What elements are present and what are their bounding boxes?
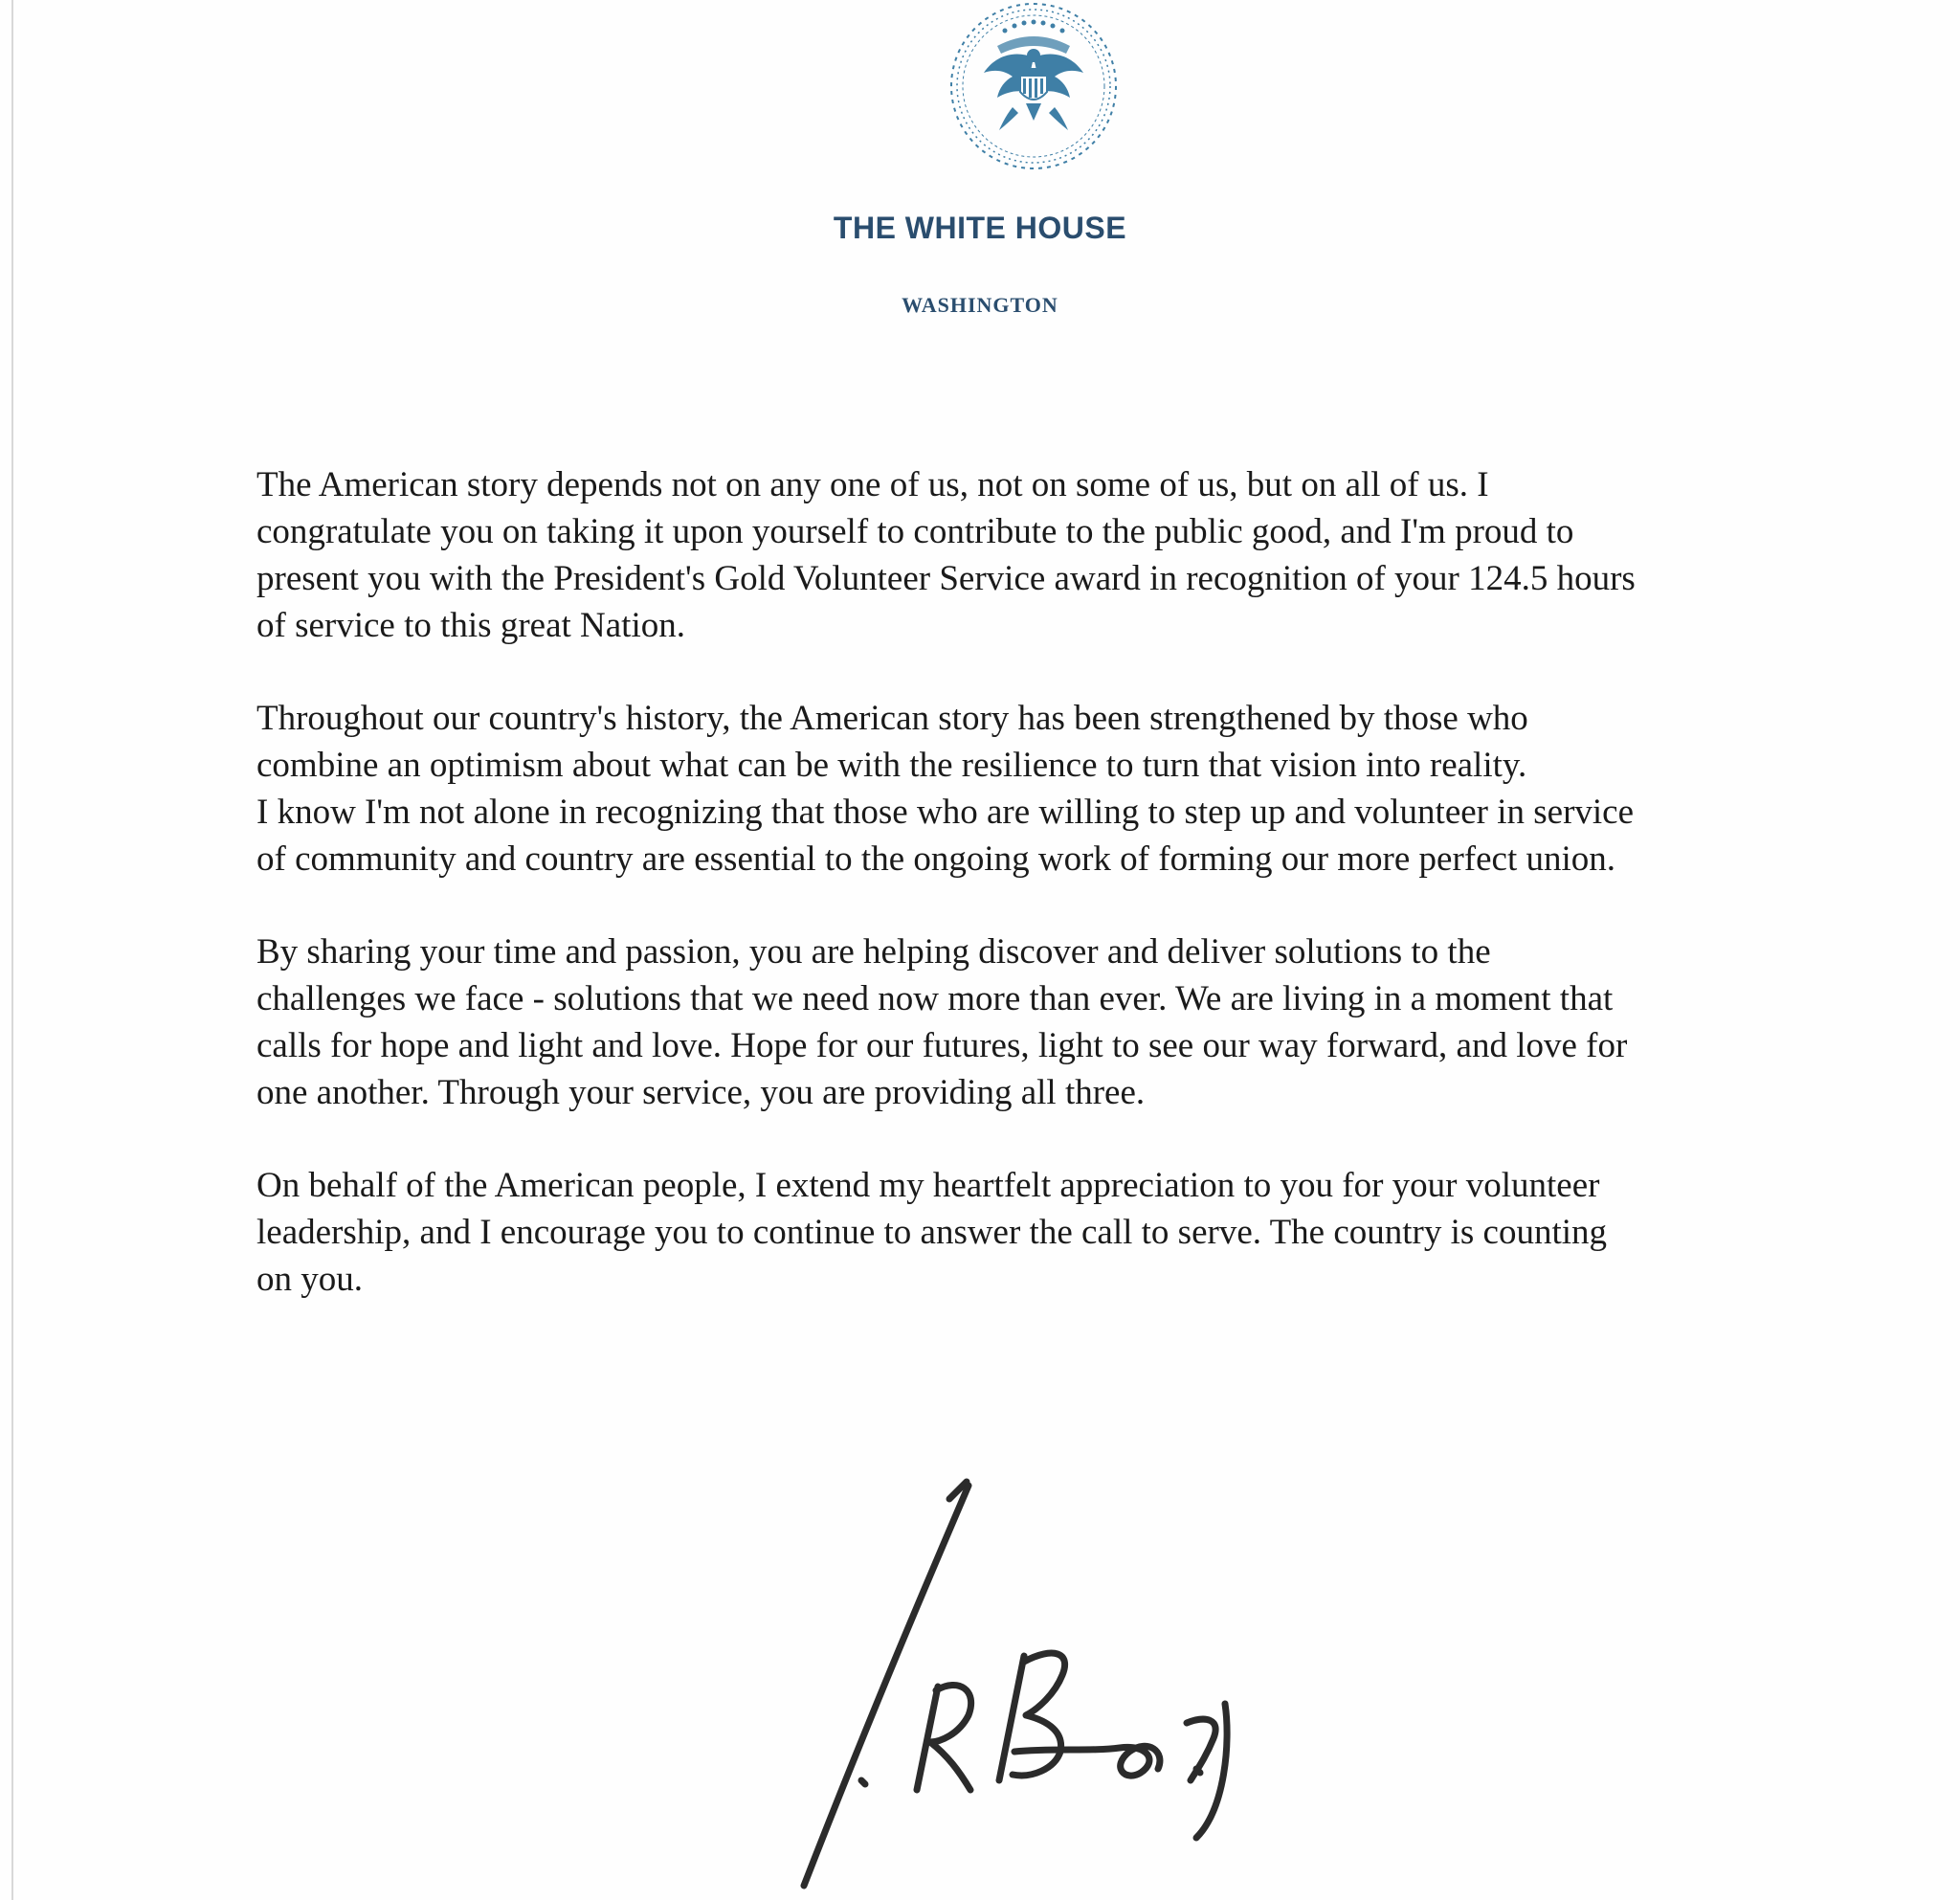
body-paragraph-3: By sharing your time and passion, you are helping discover and deliver solutions to the challenges we face - solutions that we need now more than ever. We are living in a moment that calls for hope and light and love. Hope for our futures, light to see our way forward, and love for one another. Through your service, you are providing all three. [256, 932, 1628, 1112]
body-paragraph-1: The American story depends not on any one of us, not on some of us, but on all of us. I congratulate you on taking it upon yourself to contribute to the public good, and I'm proud to present you with the President's Gold Volunteer Service award in recognition of your 124.5 hours of service to this great Nation. [256, 465, 1636, 645]
handwritten-signature [708, 1464, 1340, 1900]
presidential-seal-icon [938, 0, 1129, 170]
letterhead-location: WASHINGTON [902, 293, 1058, 317]
body-paragraph-2: Throughout our country's history, the American story has been strengthened by those who combine an optimism about what can be with the resilience to turn that vision into reality. I know I'm not alone in recognizing that those who are willing to step up and volunteer in service of community and country are essential to the ongoing work of forming our more perfect union. [256, 699, 1635, 879]
letterhead-title: THE WHITE HOUSE [833, 211, 1127, 245]
body-paragraph-4: On behalf of the American people, I extend my heartfelt appreciation to you for your volunteer leadership, and I encourage you to continue to answer the call to serve. The country is counting on you. [256, 1166, 1608, 1299]
page-edge-line [11, 0, 13, 1900]
letter-body [256, 461, 1826, 1349]
